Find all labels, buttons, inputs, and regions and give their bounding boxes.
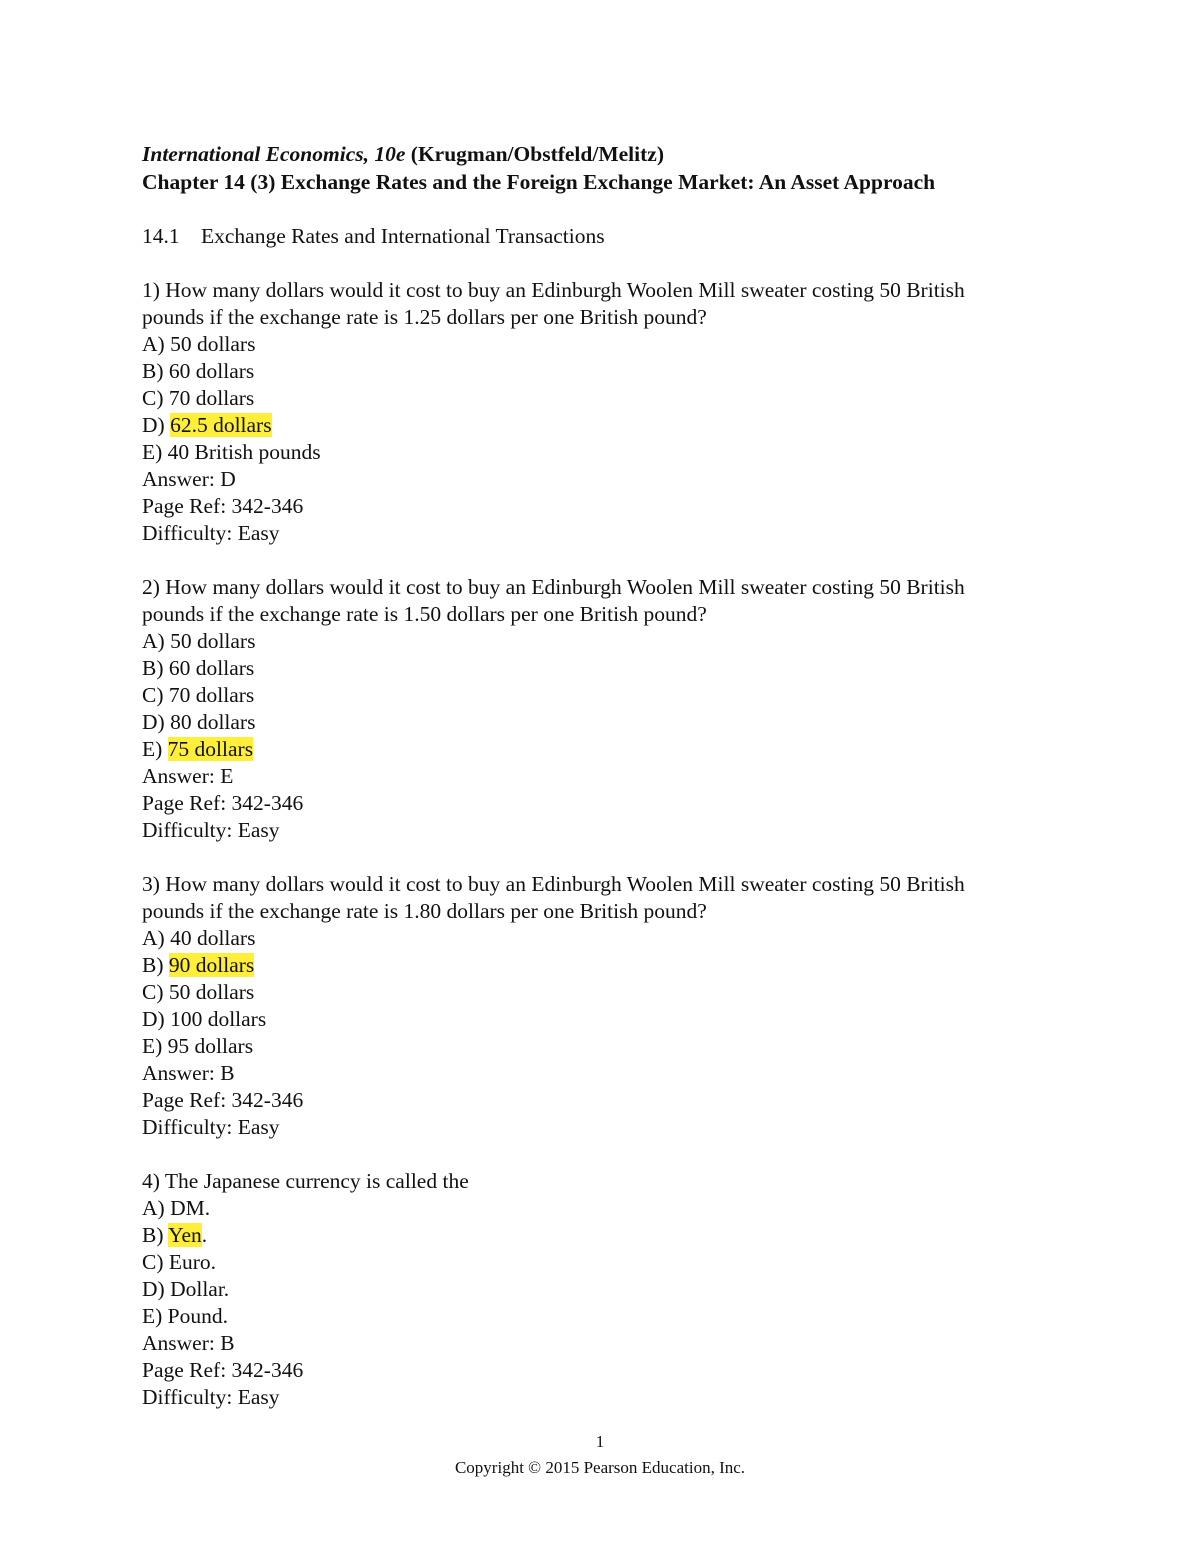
option-text: Pound.	[167, 1304, 229, 1328]
option-letter: E)	[142, 737, 168, 761]
option-suffix: .	[201, 1223, 208, 1247]
option-letter: C)	[142, 386, 169, 410]
option-text: Dollar.	[170, 1277, 230, 1301]
question-stem: pounds if the exchange rate is 1.80 dollars per one British pound?	[142, 899, 707, 923]
option-text: 100 dollars	[170, 1007, 267, 1031]
option-text: 80 dollars	[170, 710, 256, 734]
option-text: 70 dollars	[168, 683, 255, 707]
question-stem: 4) The Japanese currency is called the	[142, 1169, 469, 1193]
option-d	[142, 1276, 1072, 1303]
option-b	[142, 952, 1072, 979]
option-letter: C)	[142, 980, 169, 1004]
option-letter: C)	[142, 683, 169, 707]
option-c	[142, 682, 1072, 709]
copyright-notice: Copyright © 2015 Pearson Education, Inc.	[454, 1458, 746, 1477]
question-stem: 1) How many dollars would it cost to buy an Edinburgh Woolen Mill sweater costing 50 British	[142, 278, 965, 302]
answer-line: Answer: D	[142, 467, 236, 491]
option-letter: A)	[142, 1196, 171, 1220]
section-title: Exchange Rates and International Transactions	[201, 224, 605, 248]
option-a	[142, 1195, 1072, 1222]
highlighted-answer: Yen	[168, 1223, 202, 1247]
page-content	[142, 140, 1072, 1411]
option-letter: D)	[142, 710, 171, 734]
option-d	[142, 709, 1072, 736]
option-a	[142, 331, 1072, 358]
option-letter: A)	[142, 629, 171, 653]
book-title: International Economics, 10e	[142, 142, 406, 166]
option-letter: B)	[142, 953, 169, 977]
option-letter: C)	[142, 1250, 169, 1274]
page-ref: Page Ref: 342-346	[142, 791, 304, 815]
option-b	[142, 655, 1072, 682]
option-letter: A)	[142, 926, 171, 950]
option-c	[142, 385, 1072, 412]
answer-line: Answer: B	[142, 1331, 235, 1355]
option-letter: E)	[142, 1304, 168, 1328]
chapter-title: Chapter 14 (3) Exchange Rates and the Foreign Exchange Market: An Asset Approach	[142, 170, 936, 194]
option-letter: B)	[142, 359, 169, 383]
option-e	[142, 736, 1072, 763]
option-text: 50 dollars	[170, 629, 256, 653]
option-a	[142, 925, 1072, 952]
option-a	[142, 628, 1072, 655]
difficulty: Difficulty: Easy	[142, 521, 280, 545]
highlighted-answer: 90 dollars	[168, 953, 255, 977]
option-letter: E)	[142, 1034, 168, 1058]
question-4	[142, 1168, 1072, 1411]
page-ref: Page Ref: 342-346	[142, 494, 304, 518]
book-header	[142, 140, 1072, 168]
question-1	[142, 277, 1072, 547]
option-e	[142, 1033, 1072, 1060]
difficulty: Difficulty: Easy	[142, 1385, 280, 1409]
option-c	[142, 979, 1072, 1006]
option-letter: D)	[142, 1277, 171, 1301]
book-authors: (Krugman/Obstfeld/Melitz)	[405, 142, 664, 166]
question-stem: pounds if the exchange rate is 1.25 dollars per one British pound?	[142, 305, 707, 329]
option-text: 50 dollars	[170, 332, 256, 356]
option-letter: D)	[142, 413, 171, 437]
option-letter: D)	[142, 1007, 171, 1031]
option-text: Euro.	[168, 1250, 217, 1274]
question-stem: 3) How many dollars would it cost to buy an Edinburgh Woolen Mill sweater costing 50 British	[142, 872, 965, 896]
option-letter: E)	[142, 440, 168, 464]
answer-line: Answer: B	[142, 1061, 235, 1085]
question-3	[142, 871, 1072, 1141]
page-ref: Page Ref: 342-346	[142, 1358, 304, 1382]
option-e	[142, 439, 1072, 466]
option-c	[142, 1249, 1072, 1276]
option-text: 50 dollars	[168, 980, 255, 1004]
answer-line: Answer: E	[142, 764, 234, 788]
option-e	[142, 1303, 1072, 1330]
option-text: 95 dollars	[167, 1034, 254, 1058]
section-number: 14.1	[142, 224, 180, 248]
option-text: 40 dollars	[170, 926, 256, 950]
question-stem: 2) How many dollars would it cost to buy an Edinburgh Woolen Mill sweater costing 50 British	[142, 575, 965, 599]
option-text: DM.	[170, 1196, 211, 1220]
question-stem: pounds if the exchange rate is 1.50 dollars per one British pound?	[142, 602, 707, 626]
option-b	[142, 358, 1072, 385]
option-text: 60 dollars	[168, 359, 255, 383]
option-text: 70 dollars	[168, 386, 255, 410]
difficulty: Difficulty: Easy	[142, 1115, 280, 1139]
option-letter: A)	[142, 332, 171, 356]
option-d	[142, 1006, 1072, 1033]
page-number: 1	[595, 1432, 605, 1451]
highlighted-answer: 75 dollars	[167, 737, 254, 761]
highlighted-answer: 62.5 dollars	[170, 413, 272, 437]
option-text: 60 dollars	[168, 656, 255, 680]
option-text: 40 British pounds	[167, 440, 321, 464]
question-2	[142, 574, 1072, 844]
option-d	[142, 412, 1072, 439]
page-ref: Page Ref: 342-346	[142, 1088, 304, 1112]
option-b	[142, 1222, 1072, 1249]
option-letter: B)	[142, 656, 169, 680]
difficulty: Difficulty: Easy	[142, 818, 280, 842]
section-heading	[142, 223, 1072, 250]
option-letter: B)	[142, 1223, 169, 1247]
